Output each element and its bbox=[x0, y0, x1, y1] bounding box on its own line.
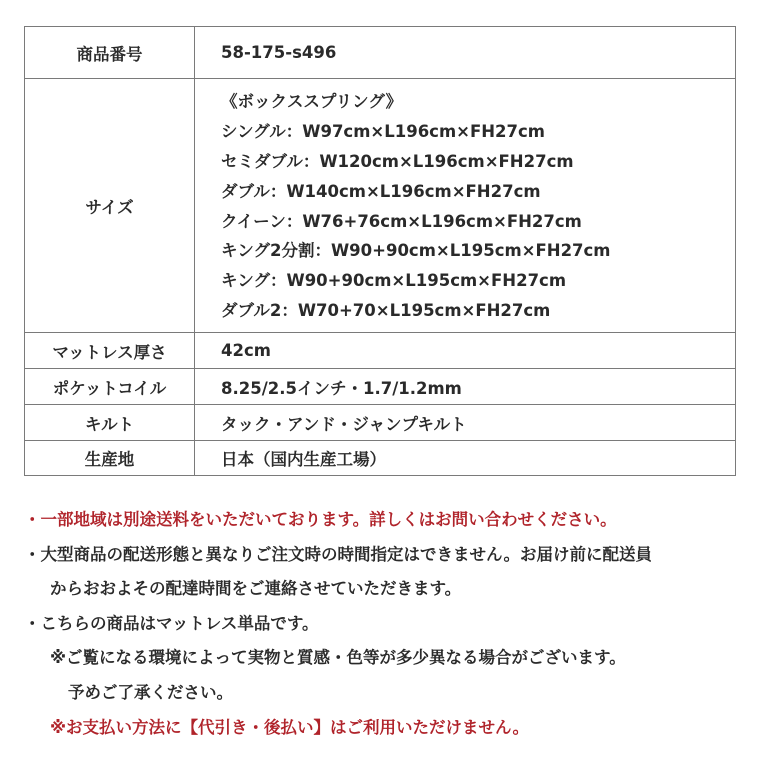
spec-row-mattress-thickness bbox=[25, 333, 736, 369]
spec-label: キルト bbox=[25, 405, 195, 441]
size-line-single: シングル：W97cm×L196cm×FH27cm bbox=[221, 122, 545, 142]
size-line-double-2: ダブル2：W70+70×L195cm×FH27cm bbox=[221, 300, 551, 320]
size-list bbox=[195, 79, 736, 333]
notes-section bbox=[24, 503, 740, 745]
note-delivery-time: ・大型商品の配送形態と異なりご注文時の時間指定はできません。お届け前に配送員 bbox=[24, 544, 652, 564]
note-color-disclaimer-cont: 予めご了承ください。 bbox=[68, 682, 233, 702]
spec-value: 日本（国内生産工場） bbox=[195, 441, 736, 476]
spec-row-size bbox=[25, 79, 736, 333]
spec-label: ポケットコイル bbox=[25, 369, 195, 405]
spec-label: 商品番号 bbox=[25, 27, 195, 79]
spec-row-origin bbox=[25, 441, 736, 476]
size-line-king-split: キング2分割：W90+90cm×L195cm×FH27cm bbox=[221, 241, 611, 261]
spec-row-pocket-coil bbox=[25, 369, 736, 405]
note-color-disclaimer: ※ご覧になる環境によって実物と質感・色等が多少異なる場合がございます。 bbox=[50, 648, 626, 668]
size-line-double: ダブル：W140cm×L196cm×FH27cm bbox=[221, 181, 541, 201]
spec-row-product-number bbox=[25, 27, 736, 79]
product-spec-table bbox=[24, 26, 736, 476]
spec-value: 58-175-s496 bbox=[195, 27, 736, 79]
size-line-semi-double: セミダブル：W120cm×L196cm×FH27cm bbox=[221, 151, 574, 171]
note-shipping-fee: ・一部地域は別途送料をいただいております。詳しくはお問い合わせください。 bbox=[24, 510, 617, 529]
spec-row-quilt bbox=[25, 405, 736, 441]
spec-label: サイズ bbox=[25, 79, 195, 333]
spec-label: 生産地 bbox=[25, 441, 195, 476]
spec-value: タック・アンド・ジャンプキルト bbox=[195, 405, 736, 441]
size-line-queen: クイーン：W76+76cm×L196cm×FH27cm bbox=[221, 211, 582, 231]
note-payment-restriction: ※お支払い方法に【代引き・後払い】はご利用いただけません。 bbox=[50, 717, 530, 737]
size-line-king: キング：W90+90cm×L195cm×FH27cm bbox=[221, 271, 567, 291]
size-line-header: 《ボックススプリング》 bbox=[221, 92, 403, 112]
spec-label: マットレス厚さ bbox=[25, 333, 195, 369]
spec-value: 42cm bbox=[195, 333, 736, 369]
spec-value: 8.25/2.5インチ・1.7/1.2mm bbox=[195, 369, 736, 405]
note-mattress-only: ・こちらの商品はマットレス単品です。 bbox=[24, 613, 319, 633]
note-delivery-time-cont: からおおよその配達時間をご連絡させていただきます。 bbox=[50, 579, 462, 599]
